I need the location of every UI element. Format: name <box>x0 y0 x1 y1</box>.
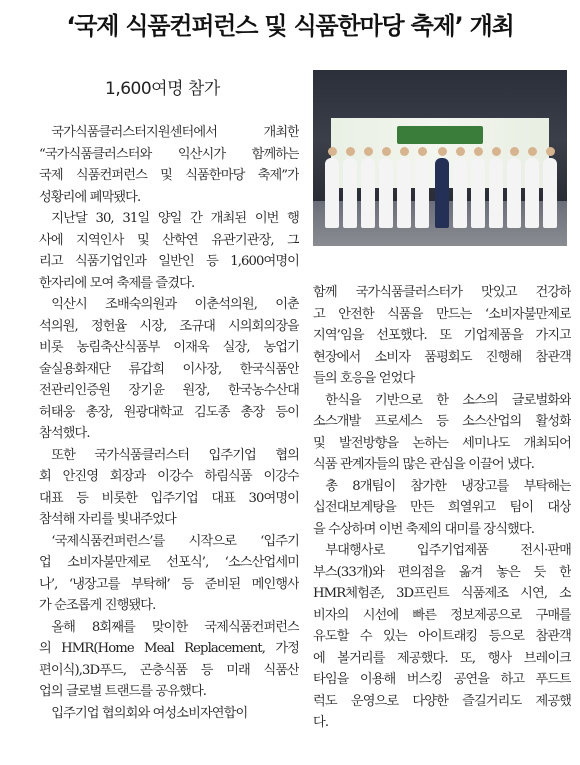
person-figure <box>361 158 375 228</box>
text-line: 을 수상하며 이번 축제의 대미를 장식했다. <box>313 521 535 537</box>
text-line: 국가식품클러스터지원센터에서 개최한 <box>39 125 299 140</box>
person-figure <box>543 158 557 228</box>
person-head <box>528 147 537 156</box>
text-line: 부스(33개)와 편의점을 옮겨 놓은 듯 한 <box>313 564 571 580</box>
text-line: 유도할 수 있는 아이트래킹 등으로 참관객 <box>313 629 571 644</box>
text-line: 고 안전한 식품을 만드는 ‘소비자불만제로 <box>313 306 571 322</box>
text-line: 술실용화재단 류갑희 이사장, 한국식품안 <box>39 361 299 377</box>
text-line: 현장에서 소비자 품평회도 진행해 참관객 <box>313 349 571 365</box>
paragraph <box>39 531 299 617</box>
text-line: 비롯 농림축산식품부 이재욱 실장, 농업기 <box>39 340 299 355</box>
text-line: ‘국제식품컨퍼런스’를 시작으로 ‘입주기 <box>39 533 299 549</box>
person-head <box>364 147 373 156</box>
article-column-left <box>39 122 299 724</box>
text-line: 올해 8회째를 맞이한 국제식품컨퍼런스 <box>39 619 299 635</box>
person-head <box>418 147 427 156</box>
person-head <box>328 147 337 156</box>
text-line: 지난달 30, 31일 양일 간 개최된 이번 행 <box>39 211 299 226</box>
person-figure <box>453 158 467 228</box>
person-head <box>546 147 555 156</box>
person-figure <box>489 158 503 228</box>
person-figure <box>435 158 449 228</box>
paragraph <box>313 282 571 390</box>
paragraph <box>39 294 299 445</box>
text-line: 석의원, 정헌율 시장, 조규대 시의회의장을 <box>39 318 299 334</box>
paragraph <box>313 476 571 541</box>
text-line: 한자리에 모여 축제를 즐겼다. <box>39 275 195 291</box>
paragraph <box>313 540 571 734</box>
text-line: 허태웅 총장, 원광대학교 김도종 총장 등이 <box>39 404 299 420</box>
text-line: 사에 지역인사 및 산학연 유관기관장, 그 <box>39 232 299 248</box>
text-line: 부대행사로 입주기업제품 전시·판매 <box>313 543 571 558</box>
text-line: 업 소비자불만제로 선포식’, ‘소스산업세미 <box>39 555 299 570</box>
text-line: 럭도 운영으로 다양한 즐길거리도 제공했 <box>313 693 571 709</box>
text-line: 성황리에 폐막됐다. <box>39 189 141 205</box>
text-line: 지역’임을 선포했다. 또 기업제품을 가지고 <box>313 328 571 343</box>
person-figure <box>507 158 521 228</box>
text-line: 다. <box>313 715 329 730</box>
text-line: 리고 식품기업인과 일반인 등 1,600여명이 <box>39 254 299 269</box>
paragraph <box>39 703 299 725</box>
text-line: 한식을 기반으로 한 소스의 글로벌화와 <box>313 392 571 408</box>
paragraph <box>39 617 299 703</box>
text-line: 회 안진영 회장과 이강수 하림식품 이강수 <box>39 469 299 484</box>
person-figure <box>397 158 411 228</box>
text-line: 의 HMR(Home Meal Replacement, 가정 <box>39 641 299 656</box>
person-head <box>456 147 465 156</box>
text-line: 전관리인증원 장기윤 원장, 한국농수산대 <box>39 383 299 398</box>
person-figure <box>471 158 485 228</box>
text-line: 업의 글로벌 트랜드를 공유했다. <box>39 684 207 699</box>
text-line: 입주기업 협의회와 여성소비자연합이 <box>39 705 248 721</box>
text-line: 총 8개팀이 참가한 냉장고를 부탁해는 <box>313 478 571 494</box>
person-figure <box>325 158 339 228</box>
text-line: 참석해 자리를 빛내주었다 <box>39 512 176 527</box>
text-line: 식품 관계자들의 많은 관심을 이끌어 냈다. <box>313 457 535 472</box>
paragraph <box>39 122 299 208</box>
person-head <box>400 147 409 156</box>
person-figure <box>415 158 429 228</box>
person-head <box>438 147 447 156</box>
text-line: 편이식),3D푸드, 곤충식품 등 미래 식품산 <box>39 662 299 678</box>
person-head <box>510 147 519 156</box>
text-line: 들의 호응을 얻었다 <box>313 371 415 386</box>
text-line: 소스개발 프로세스 등 소스산업의 활성화 <box>313 414 571 429</box>
subheadline: 1,600여명 참가 <box>105 79 220 99</box>
text-line: 타임을 이용해 버스킹 공연을 하고 푸드트 <box>313 672 571 687</box>
person-figure <box>379 158 393 228</box>
text-line: 익산시 조배숙의원과 이춘석의원, 이춘 <box>39 297 299 312</box>
text-line: 참석했다. <box>39 426 90 441</box>
paragraph <box>313 390 571 476</box>
text-line: 비자의 시선에 빠른 정보제공으로 구매를 <box>313 607 571 623</box>
text-line: 및 발전방향을 논하는 세미나도 개최되어 <box>313 435 571 451</box>
person-figure <box>525 158 539 228</box>
person-head <box>346 147 355 156</box>
text-line: 가 순조롭게 진행됐다. <box>39 598 156 613</box>
text-line: 대표 등 비롯한 입주기업 대표 30여명이 <box>39 490 299 506</box>
headline: ‘국제 식품컨퍼런스 및 식품한마당 축제’ 개최 <box>66 12 514 40</box>
text-line: HMR체험존, 3D프린트 식품제조 시연, 소 <box>313 586 571 601</box>
article-column-right <box>313 282 571 734</box>
text-line: 에 볼거리를 제공했다. 또, 행사 브레이크 <box>313 650 571 666</box>
text-line: 국제 식품컨퍼런스 및 식품한마당 축제”가 <box>39 168 299 183</box>
person-head <box>474 147 483 156</box>
person-head <box>382 147 391 156</box>
text-line: 나’, ‘냉장고를 부탁해’ 등 준비된 메인행사 <box>39 576 299 592</box>
text-line: 또한 국가식품클러스터 입주기업 협의 <box>39 447 299 463</box>
text-line: “국가식품클러스터와 익산시가 함께하는 <box>39 146 299 162</box>
text-line: 함께 국가식품클러스터가 맛있고 건강하 <box>313 285 571 300</box>
text-line: 십전대보계탕을 만든 희열위고 팀이 대상 <box>313 500 571 515</box>
person-head <box>492 147 501 156</box>
paragraph <box>39 445 299 531</box>
person-figure <box>343 158 357 228</box>
event-photo <box>313 70 567 246</box>
paragraph <box>39 208 299 294</box>
